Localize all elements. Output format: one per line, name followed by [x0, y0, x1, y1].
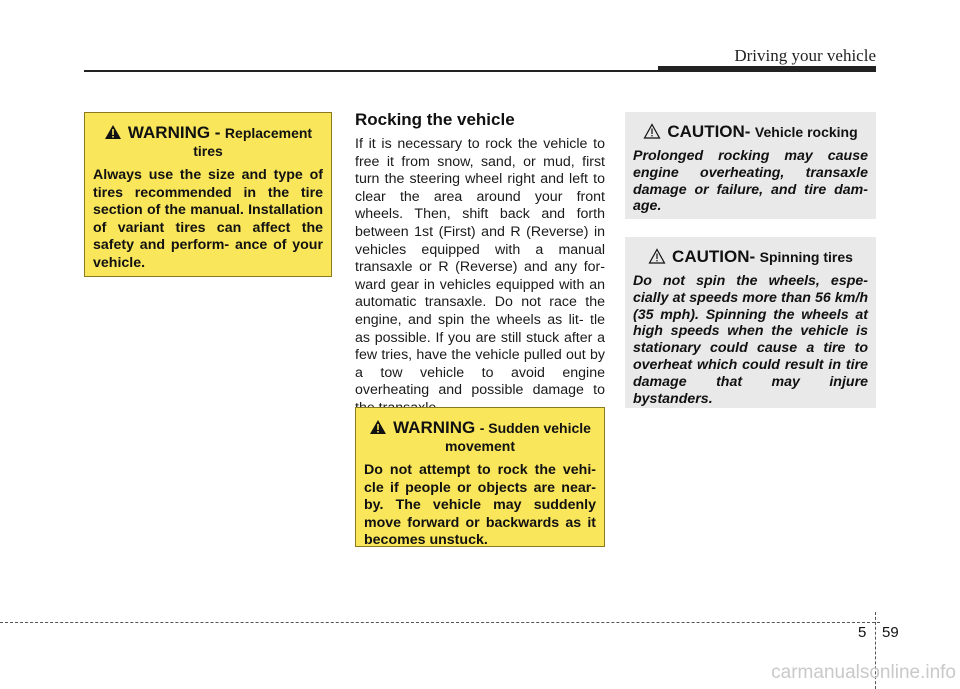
caution-heading: [633, 247, 868, 267]
caution-label: CAUTION-: [667, 122, 751, 141]
warning-subtitle: - Sudden vehicle movement: [444, 420, 591, 454]
footer-rule: [0, 622, 880, 623]
warning-label: WARNING -: [127, 123, 221, 142]
warning-box-sudden-movement: [355, 407, 605, 547]
warning-heading: [364, 418, 596, 456]
section-title: Driving your vehicle: [734, 46, 876, 65]
chapter-number: 5: [858, 624, 867, 641]
watermark: carmanualsonline.info: [771, 662, 956, 683]
warning-subtitle: Replacement tires: [193, 125, 313, 159]
article-title: Rocking the vehicle: [355, 110, 515, 129]
warning-triangle-icon: [104, 124, 122, 140]
warning-triangle-icon: [369, 419, 387, 435]
caution-text: Prolonged rocking may cause engine overheating, transaxle damage or failure, and tire dam- age.: [633, 148, 868, 215]
caution-triangle-icon: [648, 248, 666, 264]
article-body: If it is necessary to rock the vehicle to free it from snow, sand, or mud, first turn the steering wheel right and left to clear the area around your front wheels. Then, shift back and forth between 1st (First) and R (Reverse) in vehicles equipped with a manual transaxle or R (Reverse) and any for- ward gear in vehicles equipped with an automatic transaxle. Do not race the engine, and spin the wheels as lit- tle as possible. If you are still stuck after a few tries, have the vehicle pulled out by a tow vehicle to avoid engine overheating and possible damage to: [355, 136, 605, 399]
caution-label: CAUTION-: [672, 247, 756, 266]
warning-label: WARNING: [393, 418, 476, 437]
caution-subtitle: Spinning tires: [759, 249, 853, 265]
page-number: 59: [882, 624, 899, 641]
caution-subtitle: Vehicle rocking: [754, 124, 858, 140]
warning-heading: [93, 123, 323, 161]
caution-heading: [633, 122, 868, 142]
caution-box-spinning-tires: [625, 237, 876, 408]
warning-text: Do not attempt to rock the vehi- cle if people or objects are near- by. The vehicle may suddenly move forward or backwards as it becomes unstuck.: [364, 462, 596, 549]
caution-triangle-icon: [643, 123, 661, 139]
caution-text: Do not spin the wheels, espe- cially at speeds more than 56 km/h (35 mph). Spinning the wheels at high speeds when the vehicle is stationary could cause a tire to overheat which could result in tire damage that may injure bystanders.: [633, 273, 868, 407]
header-rule-accent: [658, 66, 876, 72]
caution-box-vehicle-rocking: [625, 112, 876, 219]
warning-text: Always use the size and type of tires recommended in the tire section of the manual. Installation of variant tires can affect the safety and perform- ance of your vehicle.: [93, 167, 323, 271]
warning-box-replacement-tires: [84, 112, 332, 277]
